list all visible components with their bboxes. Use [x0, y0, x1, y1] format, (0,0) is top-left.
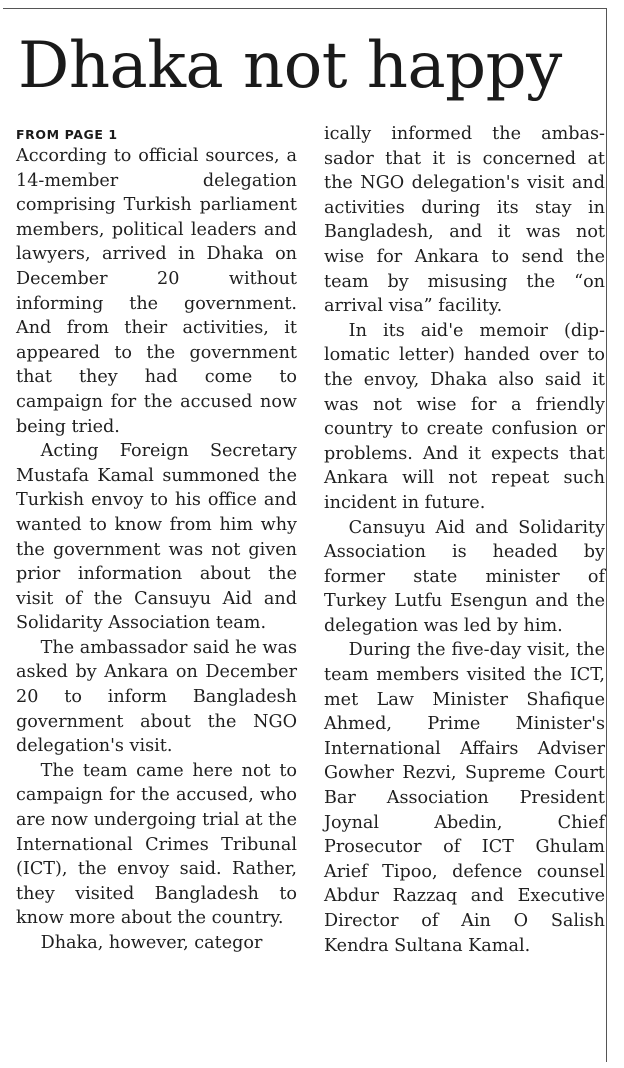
paragraph: Dhaka, however, categor — [40, 933, 263, 953]
paragraph: Acting Foreign Secretary Mustafa Kamal summoned the Turkish envoy to his office and wanted to know from him why the government was not given prior information about the visit of the Cansuyu Aid and Solidarity Association team. — [16, 441, 297, 634]
paragraph: During the five-day visit, the team members visited the ICT, met Law Minister Shafique Ahmed, Prime Minister's International Affairs Adviser Gowher Rezvi, Supreme Court Bar Association President Joynal Abedin, Chief Prosecutor of ICT Ghulam Arief Tipoo, defence counsel Abdur Razzaq and Executive Director of Ain O Salish Kendra Sultana Kamal. — [324, 640, 605, 956]
paragraph: ically informed the ambassador that it is concerned at the NGO delegation's visit and activities during its stay in Bangladesh, and it was not wise for Ankara to send the team by misusing the “on arrival visa” facility. — [324, 124, 605, 317]
article-column-left — [16, 120, 297, 956]
headline: Dhaka not happy — [18, 29, 562, 103]
paragraph: According to official sources, a 14-member delegation comprising Turkish parliament members, political leaders and lawyers, arrived in Dhaka on December 20 without informing the government. And from their activities, it appeared to the government that they had come to campaign for the accused now being tried. — [16, 146, 297, 437]
paragraph: The team came here not to campaign for the accused, who are now undergoing trial at the International Crimes Tribunal (ICT), the envoy said. Rather, they visited Bangladesh to know more about the country. — [16, 760, 297, 929]
paragraph: The ambassador said he was asked by Ankara on December 20 to inform Bangladesh government about the NGO delegation's visit. — [16, 637, 297, 757]
paragraph: Cansuyu Aid and Solidarity Association is headed by former state minister of Turkey Lutfu Esengun and the delegation was led by him. — [324, 517, 605, 636]
article-column-right — [324, 122, 605, 958]
kicker-from-page: FROM PAGE 1 — [16, 127, 118, 142]
paragraph: In its aid'e memoir (diplomatic letter) handed over to the envoy, Dhaka also said it was not wise for a friendly country to create confusion or problems. And it expects that Ankara will not repeat such incident in future. — [324, 320, 605, 513]
